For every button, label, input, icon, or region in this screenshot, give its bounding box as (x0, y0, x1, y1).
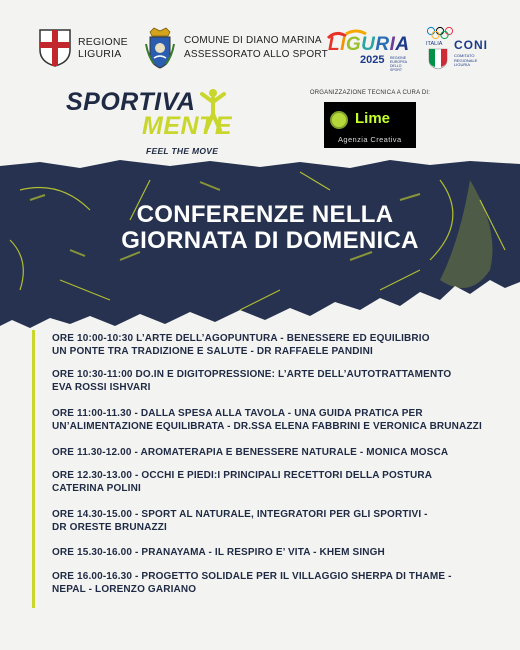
schedule-item (52, 446, 500, 459)
regione-line2: LIGURIA (78, 48, 122, 60)
event-tagline: FEEL THE MOVE (146, 146, 219, 156)
schedule-item (52, 508, 500, 534)
lime-brand: Lime (355, 110, 391, 127)
schedule-item (52, 570, 500, 596)
schedule-item-line2: CATERINA POLINI (52, 483, 141, 494)
sportivamente-logo (66, 88, 236, 162)
schedule-accent-bar (32, 330, 35, 608)
schedule-item (52, 546, 500, 559)
lime-subtitle: Agenzia Creativa (338, 135, 402, 144)
liguria-2025-logo (326, 28, 416, 72)
organizer-block (300, 90, 440, 148)
regione-label (78, 36, 128, 60)
schedule-item-line1: ORE 12.30-13.00 - OCCHI E PIEDI:I PRINCIPALI RECETTORI DELLA POSTURA (52, 470, 433, 481)
coni-word: CONI (454, 38, 488, 52)
liguria-year: 2025 (360, 54, 385, 66)
coni-country: ITALIA (426, 41, 443, 47)
comune-crest-icon (144, 26, 176, 70)
comune-line1: COMUNE DI DIANO MARINA (184, 35, 322, 46)
schedule-item-line2: NEPAL - LORENZO GARIANO (52, 584, 197, 595)
organizer-label: ORGANIZZAZIONE TECNICA A CURA DI: (309, 90, 431, 96)
coni-subtitle: COMITATO REGIONALE LIGURIA (454, 53, 478, 67)
schedule-item (52, 469, 500, 495)
event-name-part1: SPORTIVA (66, 88, 196, 116)
title-line2: GIORNATA DI DOMENICA (121, 227, 419, 254)
event-name-part2: MENTE (142, 112, 232, 140)
regione-liguria-logo (38, 28, 128, 68)
regione-shield-icon (38, 28, 72, 68)
page-title (0, 202, 520, 254)
schedule-item-line2: EVA ROSSI ISHVARI (52, 382, 151, 393)
schedule-item-line1: ORE 14.30-15.00 - SPORT AL NATURALE, INTEGRATORI PER GLI SPORTIVI - (52, 509, 428, 520)
schedule-item (52, 407, 500, 433)
comune-line2: ASSESSORATO ALLO SPORT (184, 49, 328, 60)
schedule-item-line1: ORE 11.30-12.00 - AROMATERAPIA E BENESSERE NATURALE - MONICA MOSCA (52, 447, 449, 458)
comune-label (184, 34, 328, 62)
schedule-item-line2: UN’ALIMENTAZIONE EQUILIBRATA - DR.SSA ELENA FABBRINI E VERONICA BRUNAZZI (52, 421, 482, 432)
regione-line1: REGIONE (78, 36, 128, 48)
partner-logos (0, 24, 520, 76)
lime-fruit-icon (330, 111, 348, 129)
schedule-item-line1: ORE 10:30-11:00 DO.IN E DIGITOPRESSIONE: L’ARTE DELL’AUTOTRATTAMENTO (52, 369, 452, 380)
schedule-item-line1: ORE 10:00-10:30 L’ARTE DELL’AGOPUNTURA - BENESSERE ED EQUILIBRIO (52, 333, 430, 344)
schedule-item-line2: UN PONTE TRA TRADIZIONE E SALUTE - DR RAFFAELE PANDINI (52, 346, 373, 357)
schedule-item (52, 368, 500, 394)
liguria-word: LIGURIA (328, 34, 410, 55)
italy-flag-icon (428, 48, 448, 70)
schedule-item (52, 332, 500, 358)
schedule-item-line1: ORE 15.30-16.00 - PRANAYAMA - IL RESPIRO E’ VITA - KHEM SINGH (52, 547, 385, 558)
liguria-subtitle: REGIONE EUROPEA DELLO SPORT (390, 56, 407, 72)
schedule-item-line1: ORE 16.00-16.30 - PROGETTO SOLIDALE PER IL VILLAGGIO SHERPA DI THAME - (52, 571, 452, 582)
schedule-item-line2: DR ORESTE BRUNAZZI (52, 522, 167, 533)
olympic-rings-icon (426, 26, 454, 40)
lime-logo (324, 102, 416, 148)
comune-diano-marina-logo (144, 26, 328, 70)
conference-schedule (32, 330, 502, 608)
title-line1: CONFERENZE NELLA (136, 201, 394, 228)
schedule-item-line1: ORE 11:00-11.30 - DALLA SPESA ALLA TAVOLA - UNA GUIDA PRATICA PER (52, 408, 423, 419)
coni-logo (424, 26, 496, 72)
